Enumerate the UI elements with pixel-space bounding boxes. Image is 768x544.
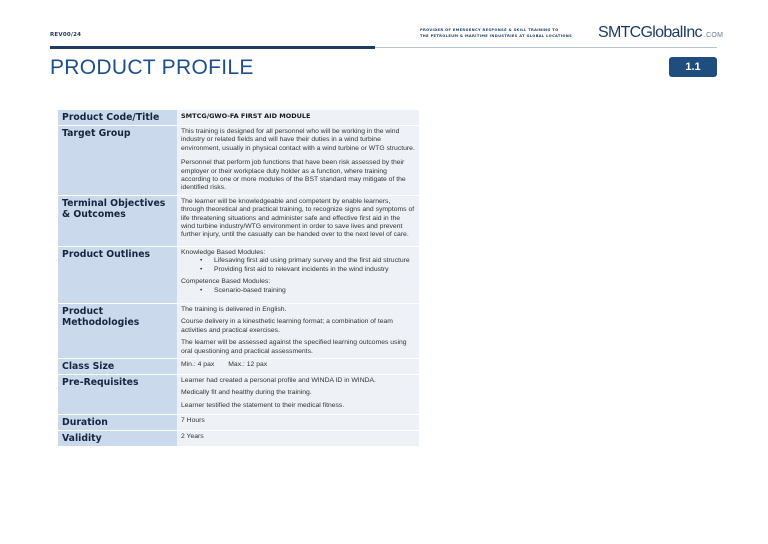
prereq-paragraph-3: Learner testified the statement to their medical fitness. [181, 401, 345, 409]
header-rule-dark [50, 46, 375, 49]
competence-modules-heading: Competence Based Modules: [181, 278, 271, 286]
methodologies-paragraph-1: The training is delivered in English. [181, 305, 287, 313]
row-label-product-methodologies: Product Methodologies [58, 304, 177, 358]
table-row [58, 304, 419, 358]
competence-modules [181, 278, 415, 295]
table-row [58, 126, 419, 195]
knowledge-modules-heading: Knowledge Based Modules: [181, 248, 266, 256]
class-size-value [177, 359, 419, 374]
validity-value: 2 Years [177, 431, 419, 446]
row-label-product-code: Product Code/Title [58, 110, 177, 125]
pre-requisites-value [177, 375, 419, 414]
brand-name: SMTCGlobalInc [598, 24, 702, 41]
tagline-line-2: THE PETROLEUM & MARITIME INDUSTRIES AT GLOBAL LOCATIONS [420, 34, 573, 38]
table-row [58, 196, 419, 246]
class-size-max: Max.: 12 pax [228, 360, 268, 368]
row-label-class-size: Class Size [58, 359, 177, 374]
table-row [58, 415, 419, 430]
section-number-badge: 1.1 [669, 57, 717, 77]
target-group-paragraph-2: Personnel that perform job functions that have been risk assessed by their employer or their workplace duty holder as a function, where training according to one or more modules of the BST standard may mitigate of the identified risks. [181, 159, 406, 192]
header-rule-light [375, 47, 717, 48]
list-item: • Scenario-based training [181, 287, 415, 295]
row-label-product-outlines: Product Outlines [58, 247, 177, 303]
table-row [58, 359, 419, 374]
product-outlines-value [177, 247, 419, 303]
methodologies-paragraph-2: Course delivery in a kinesthetic learning format; a combination of team activities and practical exercises. [181, 318, 393, 334]
tagline-line-1: PROVIDER OF EMERGENCY RESPONSE & SKILL TRAINING TO [420, 28, 559, 32]
knowledge-modules [181, 249, 415, 274]
row-label-target-group: Target Group [58, 126, 177, 195]
brand-logo [598, 24, 723, 42]
knowledge-modules-list [181, 257, 415, 274]
prereq-paragraph-2: Medically fit and healthy during the training. [181, 389, 312, 397]
company-tagline [420, 27, 596, 39]
brand-domain: .COM [703, 32, 724, 39]
competence-modules-list [181, 287, 415, 295]
duration-value: 7 Hours [177, 415, 419, 430]
row-label-pre-requisites: Pre-Requisites [58, 375, 177, 414]
prereq-paragraph-1: Learner had created a personal profile and WINDA ID in WINDA. [181, 376, 376, 384]
target-group-value [177, 126, 419, 195]
row-label-terminal-objectives: Terminal Objectives & Outcomes [58, 196, 177, 246]
methodologies-paragraph-3: The learner will be assessed against the specified learning outcomes using oral questioning and practical assessments. [181, 339, 407, 355]
list-item: • Lifesaving first aid using primary survey and the first aid structure [181, 257, 415, 265]
row-label-duration: Duration [58, 415, 177, 430]
class-size-min: Min.: 4 pax [181, 360, 215, 368]
terminal-objectives-value: The learner will be knowledgeable and competent by enable learners, through theoretical and practical training, to recognize signs and symptoms of life threatening situations and administer safe and effective first aid in the wind turbine industry/WTG environment in order to save lives and prevent further injury, until the casualty can be handed over to the next level of care. [177, 196, 419, 246]
table-row [58, 247, 419, 303]
table-row [58, 431, 419, 446]
product-code-value [177, 110, 419, 125]
product-methodologies-value [177, 304, 419, 358]
target-group-paragraph-1: This training is designed for all personnel who will be working in the wind industry or related fields and will have their duties in a wind turbine environment, usually in physical contact with a wind turbine or WTG structure. [181, 128, 415, 152]
product-profile-table [58, 109, 419, 447]
table-row [58, 110, 419, 125]
table-row [58, 375, 419, 414]
product-code-text: SMTCG/GWO-FA FIRST AID MODULE [181, 112, 311, 120]
revision-number: REV00/24 [50, 32, 82, 38]
page-title: PRODUCT PROFILE [50, 56, 254, 79]
list-item: • Providing first aid to relevant incidents in the wind industry [181, 266, 415, 274]
row-label-validity: Validity [58, 431, 177, 446]
